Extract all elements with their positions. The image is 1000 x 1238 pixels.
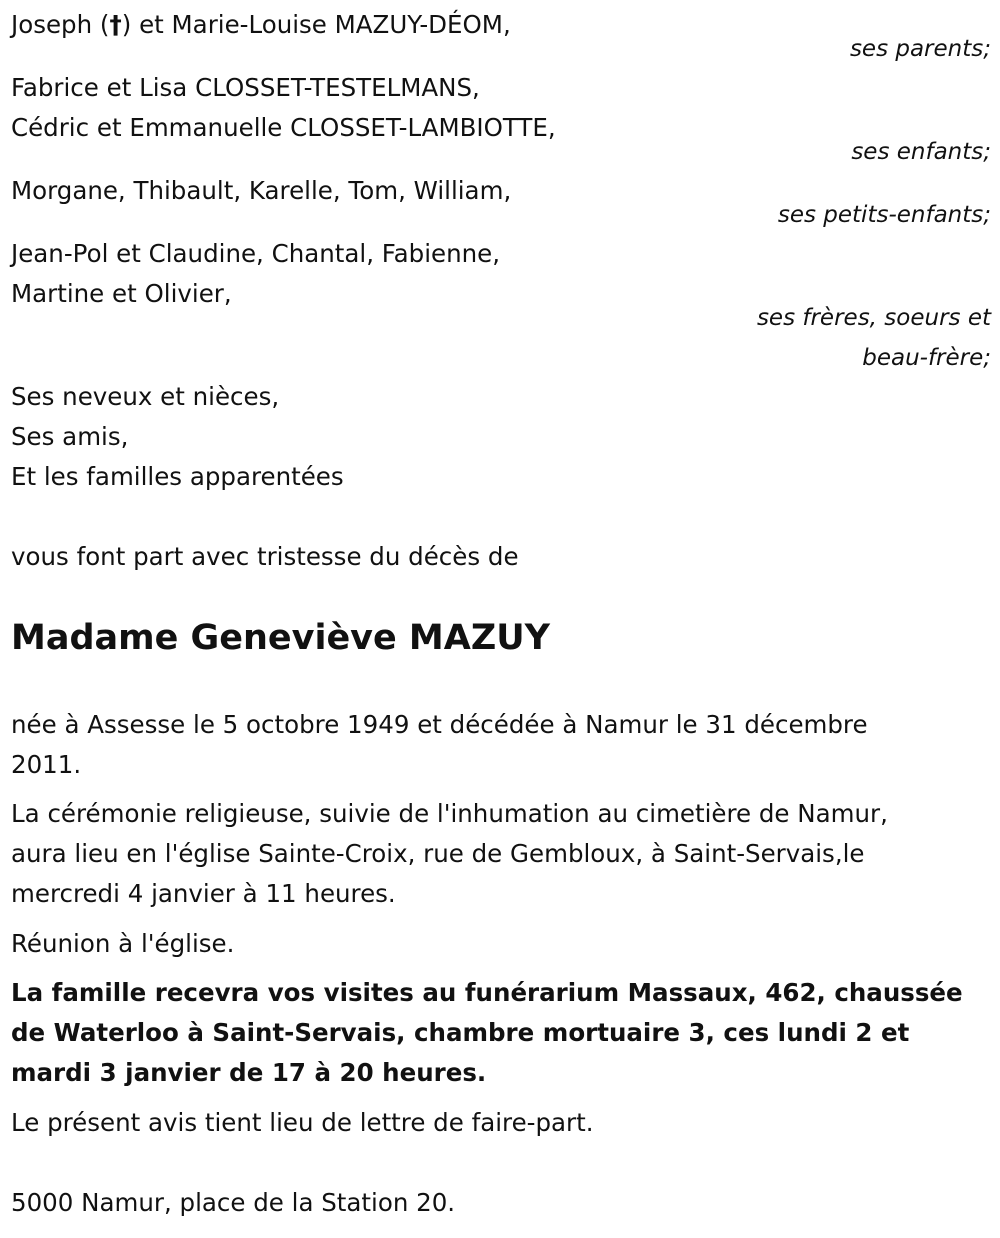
notice-line: Le présent avis tient lieu de lettre de faire-part. [11,1108,594,1137]
announcement-intro: vous font part avec tristesse du décès de [11,542,519,571]
ceremony-line-2: aura lieu en l'église Sainte-Croix, rue de Gembloux, à Saint-Servais,le [11,839,865,868]
role-grandchildren: ses petits-enfants; [777,202,991,228]
role-siblings-1: ses frères, soeurs et [756,305,991,331]
ceremony-line-3: mercredi 4 janvier à 11 heures. [11,879,396,908]
others-line-3: Et les familles apparentées [11,462,344,491]
parent-mother: ) et Marie-Louise MAZUY-DÉOM, [121,10,511,39]
address-line: 5000 Namur, place de la Station 20. [11,1188,456,1217]
cross-icon: † [109,10,122,39]
siblings-line-1: Jean-Pol et Claudine, Chantal, Fabienne, [11,239,501,268]
others-line-2: Ses amis, [11,422,129,451]
ceremony-line-1: La cérémonie religieuse, suivie de l'inhumation au cimetière de Namur, [11,799,888,828]
siblings-line-2: Martine et Olivier, [11,279,232,308]
visits-line-2: de Waterloo à Saint-Servais, chambre mortuaire 3, ces lundi 2 et [11,1018,910,1047]
visits-line-1: La famille recevra vos visites au funérarium Massaux, 462, chaussée [11,978,963,1007]
visits-line-3: mardi 3 janvier de 17 à 20 heures. [11,1058,487,1087]
children-line-2: Cédric et Emmanuelle CLOSSET-LAMBIOTTE, [11,113,556,142]
parents-line [11,10,511,40]
role-parents: ses parents; [849,36,991,62]
deceased-name: Madame Geneviève MAZUY [11,618,550,658]
birth-death-line-2: 2011. [11,750,82,779]
others-line-1: Ses neveux et nièces, [11,382,280,411]
children-line-1: Fabrice et Lisa CLOSSET-TESTELMANS, [11,73,480,102]
birth-death-line-1: née à Assesse le 5 octobre 1949 et décédée à Namur le 31 décembre [11,710,868,739]
parent-father: Joseph ( [11,10,110,39]
grandchildren-line: Morgane, Thibault, Karelle, Tom, William, [11,176,512,205]
role-children: ses enfants; [851,139,991,165]
role-siblings-2: beau-frère; [862,345,991,371]
meeting-line: Réunion à l'église. [11,929,235,958]
